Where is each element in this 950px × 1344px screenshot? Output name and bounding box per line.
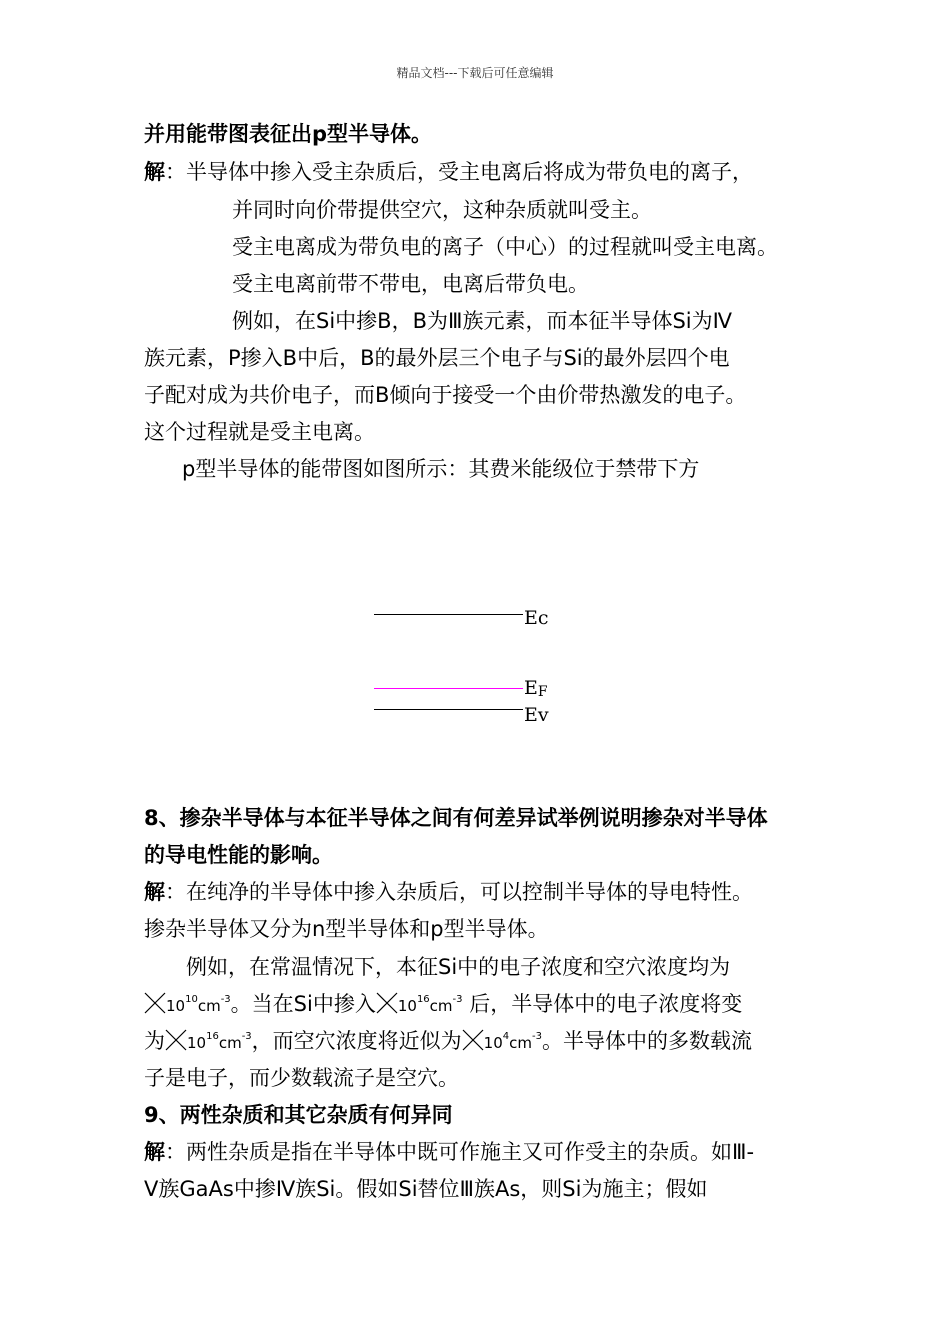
- q8-answer-line-1: [144, 874, 814, 910]
- q7-answer-text-1: ：半导体中掺入受主杂质后，受主电离后将成为带负电的离子，: [165, 160, 753, 184]
- concentration-intrinsic: $10^{10}cm^{-3}$: [166, 994, 231, 1015]
- q8-answer-line-4: $10^{10}cm^{-3}$。当在Si中掺入 $10^{16}cm^{-3}$ 后，半导体中的电子浓度将变: [144, 986, 814, 1024]
- q7-answer-line-9: p型半导体的能带图如图所示：其费米能级位于禁带下方: [182, 457, 700, 481]
- answer-label: 解: [144, 160, 165, 184]
- q8-answer-line-5: 为 $10^{16}cm^{-3}$，而空穴浓度将近似为 $10^4cm^{-3}$。半导体中的多数载流: [144, 1029, 752, 1053]
- q7-answer-line-6: 族元素，P掺入B中后，B的最外层三个电子与Si的最外层四个电: [144, 346, 730, 370]
- page-header: 精品文档---下载后可任意编辑: [396, 66, 554, 80]
- multiplication-sign-icon: [376, 992, 398, 1014]
- ef-label-main: E: [524, 677, 538, 699]
- q8-answer-line-3: 例如，在常温情况下，本征Si中的电子浓度和空穴浓度均为: [186, 955, 731, 979]
- electron-concentration: $10^{16}cm^{-3}$: [187, 1031, 252, 1052]
- answer-label: 解: [144, 880, 165, 904]
- q7-answer-line-1: [144, 154, 814, 190]
- q7-title: 并用能带图表征出p型半导体。: [144, 122, 433, 146]
- concentration-doped: $10^{16}cm^{-3}$: [397, 994, 463, 1015]
- q7-answer-line-7: 子配对成为共价电子，而B倾向于接受一个由价带热激发的电子。: [144, 383, 747, 407]
- q7-answer-line-5: 例如，在Si中掺B，B为Ⅲ族元素，而本征半导体Si为Ⅳ: [232, 309, 732, 333]
- q8-title-line-2: 的导电性能的影响。: [144, 843, 333, 867]
- ef-label: [524, 678, 548, 702]
- hole-concentration: $10^4cm^{-3}$: [483, 1031, 542, 1052]
- ef-label-sub: F: [537, 684, 548, 700]
- answer-label: 解: [144, 1140, 165, 1164]
- multiplication-sign-icon: [462, 1029, 484, 1051]
- q9-answer-line-2: Ⅴ族GaAs中掺Ⅳ族Si。假如Si替位Ⅲ族As，则Si为施主；假如: [144, 1177, 708, 1201]
- q9-title: 9、两性杂质和其它杂质有何异同: [144, 1103, 453, 1127]
- q7-answer-line-2: 并同时向价带提供空穴，这种杂质就叫受主。: [232, 198, 652, 222]
- q7-answer-line-8: 这个过程就是受主电离。: [144, 420, 375, 444]
- q7-answer-line-3: 受主电离成为带负电的离子（中心）的过程就叫受主电离。: [232, 235, 778, 259]
- valence-band-line: [374, 709, 523, 710]
- conduction-band-line: [374, 614, 523, 615]
- q9-answer-line-1: [144, 1134, 814, 1170]
- fermi-level-line: [374, 688, 523, 689]
- q9-answer-text-1: ：两性杂质是指在半导体中既可作施主又可作受主的杂质。如Ⅲ-: [165, 1140, 755, 1164]
- q8-answer-line-6: 子是电子，而少数载流子是空穴。: [144, 1066, 459, 1090]
- multiplication-sign-icon: [144, 992, 166, 1014]
- multiplication-sign-icon: [165, 1029, 187, 1051]
- ev-label: Ev: [524, 704, 549, 726]
- q8-answer-line-2: 掺杂半导体又分为n型半导体和p型半导体。: [144, 917, 549, 941]
- q8-title-line-1: 8、掺杂半导体与本征半导体之间有何差异试举例说明掺杂对半导体: [144, 806, 768, 830]
- q7-answer-line-4: 受主电离前带不带电，电离后带负电。: [232, 272, 589, 296]
- q8-answer-text-1: ：在纯净的半导体中掺入杂质后，可以控制半导体的导电特性。: [165, 880, 753, 904]
- ec-label: Ec: [524, 607, 549, 629]
